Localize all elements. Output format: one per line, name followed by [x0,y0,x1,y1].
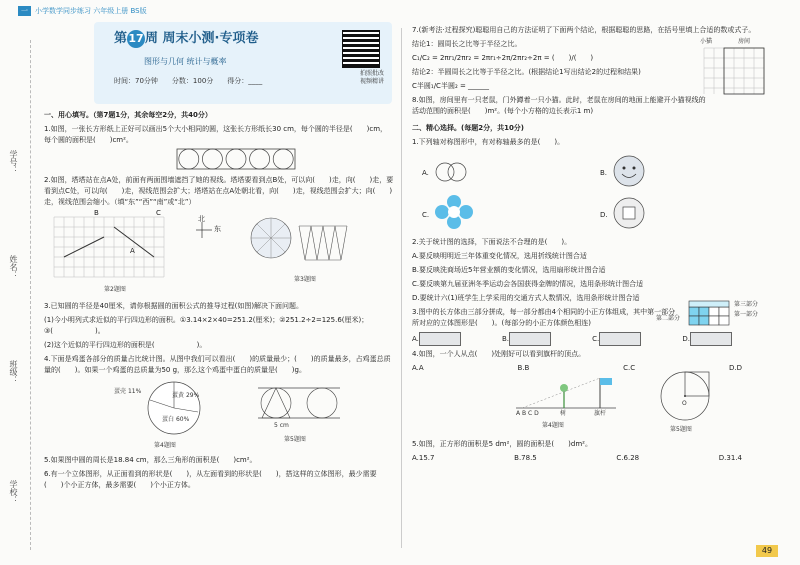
point-b: B [94,209,99,217]
letters-abcd: A B C D [516,410,539,417]
egg-pie-chart [144,378,204,438]
choice-2: 2.关于统计图的选择，下面说法不合理的是( )。 [412,238,572,246]
fig4-caption: 第4题图 [154,442,176,449]
choice-2-a[interactable]: A.要反映明明近三年体重变化情况，选用折线统计图合适 [412,252,587,260]
formula-2: C半圆₁/C半圆₂ = ______ [412,82,490,90]
c5-option-b[interactable]: B.78.5 [514,454,537,462]
fig2-caption: 第2题图 [104,286,126,293]
header-series: 小学数学同步练习 六年级上册 BS版 [35,7,147,15]
page-subtitle: 图形与几何 统计与概率 [144,57,227,66]
qr-caption: 拍照批改 视频精讲 [359,70,384,85]
five-circles-svg [176,148,296,170]
c4-option-b[interactable]: B.B [517,364,530,372]
question-3a: (1)今小明列式求近似的平行四边形的面积。①3.14×2×40=251.2(厘米)；②251.2÷2=125.6(厘米)；③( )。 [44,316,369,335]
question-1: 1.如图，一张长方形纸上正好可以画出5个大小相同的圆，这张长方形纸长30 cm，每个圆的半径是( )cm，每个圆的面积是( )cm²。 [44,125,388,144]
coin-pair-icon [434,160,468,184]
triangle-circles-figure [254,382,344,428]
page-divider [401,28,402,548]
binding-dashed-line [30,40,31,550]
student-id-label: 学号： [9,150,18,174]
north-label: 北 [198,215,205,223]
fig5-caption: 第5题图 [284,436,306,443]
choice-1: 1.下列轴对称图形中，有对称轴最多的是( )。 [412,138,565,146]
got-info: 得分：____ [227,77,263,85]
center-o: O [682,400,687,407]
question-5: 5.如果图中圆的周长是18.84 cm，那么三角形的面积是( )cm²。 [44,456,257,464]
c5-option-d[interactable]: D.31.4 [718,454,742,462]
week-badge: 17 [127,30,145,48]
tree-label: 树 [560,410,567,417]
c1-option-c[interactable]: C. [422,211,430,219]
question-4: 4.下面是鸡蛋各部分的质量占比统计图。从图中我们可以看出( )的质量最少；( )的质量最多，占鸡蛋总质量的( )。如果一个鸡蛋的总质量为50 g，那么这个鸡蛋中蛋白的质量是( )g。 [44,355,391,374]
c3-option-b[interactable]: B. [502,332,551,346]
time-info: 时间：70分钟 [114,77,158,85]
flower-icon [434,194,474,230]
pie-label-yolk: 蛋黄 29% [172,392,200,399]
flagpole-svg [512,376,622,412]
right-column [412,22,782,464]
part1-label: 第一部分 [734,311,759,318]
choice-2-d[interactable]: D.要统计六(1)班学生上学采用的交通方式人数情况，选用条形统计图合适 [412,294,640,302]
question-3: 3.已知圆的半径是40厘米，请你根据圆的面积公式的推导过程(如图)解决下面问题。 [44,302,304,310]
conclusion-1: 结论1：圆周长之比等于半径之比。 [412,40,522,48]
choice-3-options [412,332,732,346]
cat-label: 小猫 [700,38,713,45]
point-c: C [156,209,161,217]
exam-meta [114,76,262,87]
pie-label-white: 蛋白 60% [162,416,190,423]
compass-icon [194,220,214,240]
choice-2-b[interactable]: B.要反映洗商场近5年营业额的变化情况，选用扇形统计图合适 [412,266,606,274]
room-grid-svg [702,46,766,96]
circle-square-svg [657,368,713,422]
conclusion-2: 结论2：半圆周长之比等于半径之比。(根据结论1写出结论2的过程和结果) [412,68,641,76]
circle-sectors-figure [249,216,359,268]
part2-label: 第二部分 [656,315,681,322]
question-7: 7.(新考法·过程探究)聪聪用自己的方法证明了下面两个结论，根据聪聪的思路，在括号里填上合适的数或式子。 [412,26,756,34]
formula-1: C₁/C₂ = 2πr₁/2πr₂ = 2πr₁÷2π/2πr₂÷2π = ( )/( ) [412,54,594,62]
c5-option-a[interactable]: A.15.7 [412,454,435,462]
east-label: 东 [214,225,221,233]
r-fig5-caption: 第5题图 [670,426,692,433]
left-column [44,22,394,491]
question-2: 2.如图，塔塔站在点A处，前面有两面围墙遮挡了她的视线。塔塔要看到点B处，可以向( )走，向( )走，要看到点C处，可以向( )走，视线范围会扩大；塔塔站在点A处朝北看，向( )走，视线范围会扩大；向( )走，视线范围会缩小。（填“东”“西”“南”或“北”） [44,176,394,206]
choice-5-options [412,453,742,464]
c1-option-d[interactable]: D. [600,211,608,219]
c3-option-c[interactable]: C. [592,332,641,346]
flag-label: 旗杆 [594,410,607,417]
cm5-label: 5 cm [274,422,289,429]
choice-4: 4.如图，一个人从点( )处刚好可以看到旗杆的顶点。 [412,350,586,358]
choice-3: 3.图中的长方体由三部分拼成，每一部分都由4个相同的小正方体组成，其中第一部分所对应的立体图形是( )。(每部分的小正方体颜色相连) [412,308,676,327]
question-6: 6.有一个立体图形，从正面看到的形状是( )，从左面看到的形状是( )，搭这样的立体图形，最少需要( )个小正方体，最多需要( )个小正方体。 [44,470,377,489]
c1-option-b[interactable]: B. [600,169,608,177]
c1-option-a[interactable]: A. [422,169,429,177]
question-3b: (2)这个近似的平行四边形的面积是( )。 [44,341,207,349]
school-label: 学校： [9,480,18,504]
c4-option-a[interactable]: A.A [412,364,424,372]
title-box [94,22,392,104]
cuboid-svg [687,299,731,327]
page-number: 49 [756,545,778,557]
name-label: 姓名： [9,255,18,279]
class-label: 班级： [9,360,18,384]
qr-code-icon[interactable] [342,30,380,68]
pie-label-shell: 蛋壳 11% [114,388,142,395]
section-2-heading: 二、精心选择。(每题2分，共10分) [412,124,525,132]
grid-wall-figure [44,212,174,282]
part3-label: 第三部分 [734,301,759,308]
page-title: 第17周 周末小测·专项卷 [114,31,259,46]
score-info: 分数：100分 [171,77,214,85]
ancient-coin-icon [612,196,646,230]
question-8: 8.如图，房间里有一只老鼠，门外蹲着一只小猫。此时，老鼠在房间的地面上能避开小猫视线的活动范围的面积是( )m²。(每个小方格的边长表示1 m) [412,96,706,115]
smiley-icon [612,154,646,188]
header-mark: 一 [18,6,31,16]
choice-5: 5.如图，正方形的面积是5 dm²，圆的面积是( )dm²。 [412,440,592,448]
c3-option-a[interactable]: A. [412,332,461,346]
c4-option-d[interactable]: D.D [728,364,742,372]
fig3-caption: 第3题图 [294,276,316,283]
section-1-heading: 一、用心填写。（第7题1分，其余每空2分，共40分） [44,111,212,119]
choice-2-c[interactable]: C.要反映第九届亚洲冬季运动会各国获得金牌的情况，选用条形统计图合适 [412,280,644,288]
binding-margin [0,0,40,565]
r-fig4-caption: 第4题图 [542,422,564,429]
c5-option-c[interactable]: C.6.28 [616,454,640,462]
c4-option-c[interactable]: C.C [623,364,636,372]
room-label: 房间 [738,38,751,45]
point-a: A [130,247,135,255]
c3-option-d[interactable]: D. [682,332,732,346]
